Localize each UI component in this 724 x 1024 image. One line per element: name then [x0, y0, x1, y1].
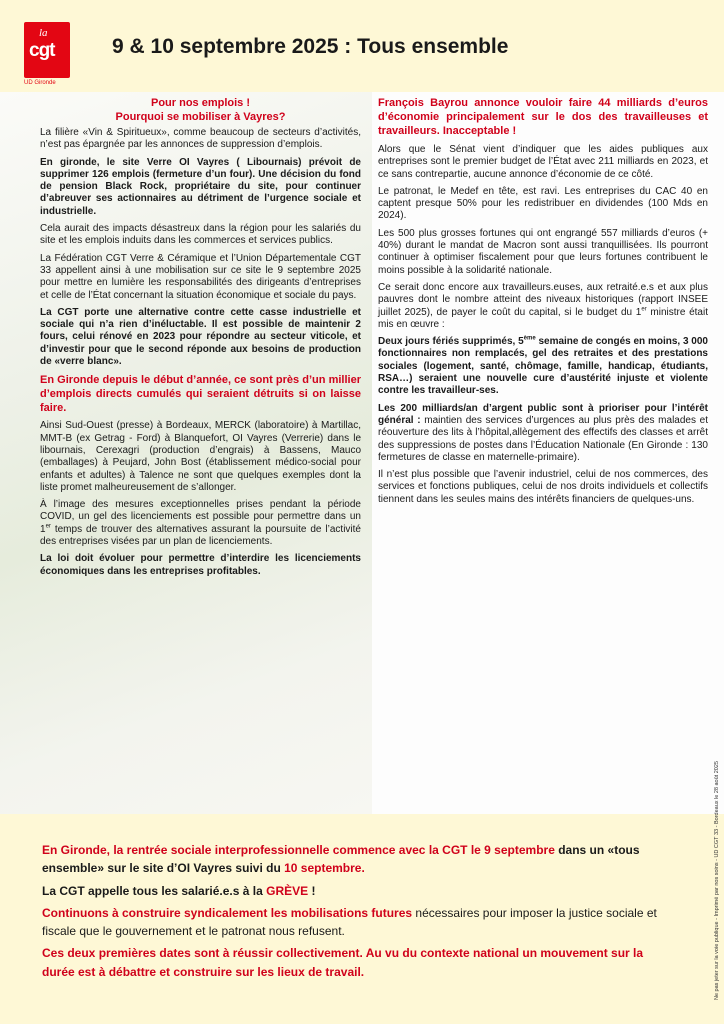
right-heading: François Bayrou annonce vouloir faire 44 milliards d’euros d’économie principalement sur le dos des travailleuses et travailleurs. Inacceptable ! [378, 97, 708, 137]
right-paragraph-5: Deux jours fériés supprimés, 5ème semaine de congés en moins, 3 000 fonctionnaires non remplacés, gel des retraites et des prestations sociales (logement, santé, chômage, famille, handicap, étudiants, RSA…) seraient une nouvelle cure d’austérité injuste et violente contre les travailleur-ses. [378, 335, 708, 397]
left-paragraph-1: La filière «Vin & Spiritueux», comme beaucoup de secteurs d’activités, n’est pas épargnée par les annonces de suppression d’emplois. [40, 127, 361, 151]
logo-cgt-text: cgt [29, 40, 55, 61]
right-column [372, 92, 724, 814]
left-paragraph-4: La Fédération CGT Verre & Céramique et l’Union Départementale CGT 33 appellent ainsi à une mobilisation sur ce site le 9 septembre 2025 pour mettre en lumière les responsabilités des dirigeants d’entreprises et celle de l’État concernant la situation économique et sociale du pays. [40, 252, 361, 301]
right-paragraph-2: Le patronat, le Medef en tête, est ravi. Les entreprises du CAC 40 en captent presque 50% pour les redistribuer en dividendes (100 Mds en 2024). [378, 185, 708, 222]
page-title: 9 & 10 septembre 2025 : Tous ensemble [112, 35, 509, 58]
left-paragraph-6: En Gironde depuis le début d’année, ce sont près d’un millier d’emplois directs cumulés qui seraient détruits si on laisse faire. [40, 374, 361, 415]
right-paragraph-7: Il n’est plus possible que l’avenir industriel, celui de nos commerces, des services et fonctions publiques, celui de nos droits individuels et collectifs tiennent dans les seules mains des intérêts financiers de quelques-uns. [378, 469, 708, 505]
logo-la-text: la [39, 27, 48, 39]
footer-line-1: En Gironde, la rentrée sociale interprofessionnelle commence avec la CGT le 9 septembre dans un «tous ensemble» sur le site d’OI Vayres suivi du 10 septembre. [42, 843, 640, 876]
left-paragraph-7: Ainsi Sud-Ouest (presse) à Bordeaux, MERCK (laboratoire) à Martillac, MMT-B (ex Getrag - Ford) à Blanquefort, OI Vayres (Verrerie) dans le libournais, Cerexagri (production d’engrais) à Bassens, Mauco (emballages) à Peujard, John Bost (établissement médico-social pour enfants et adultes) à Talence ne sont que quelques exemples dont la liste promet malheureusement de s’allonger. [40, 420, 361, 493]
logo-ud-text: UD Gironde [24, 80, 56, 86]
footer-line-2: La CGT appelle tous les salarié.e.s à la GRÈVE ! [42, 883, 316, 898]
footer-callout [0, 814, 724, 1024]
header [0, 0, 724, 92]
left-column [0, 92, 372, 814]
left-paragraph-9: La loi doit évoluer pour permettre d’interdire les licenciements économiques dans les entreprises profitables. [40, 553, 361, 577]
left-heading-1: Pour nos emplois ! [150, 97, 250, 109]
left-paragraph-5: La CGT porte une alternative contre cette casse industrielle et sociale qui n’a rien d’inéluctable. Il est possible de maintenir 2 fours, celui rénové en 2023 pour répondre au secteur viticole, et d’investir pour que le second réponde aux besoins de production de «verre blanc». [40, 306, 361, 368]
left-paragraph-2: En gironde, le site Verre OI Vayres ( Libournais) prévoit de supprimer 126 emplois (fermeture d’un four). Une décision du fond de pension Black Rock, propriétaire du site, pour continuer d’abreuver ses actionnaires au détriment de l’urgence sociale et industrielle. [40, 156, 361, 217]
footer-line-4: Ces deux premières dates sont à réussir collectivement. Au vu du contexte national un mouvement sur la durée est à débattre et construire sur les lieux de travail. [42, 946, 644, 979]
right-paragraph-4: Ce serait donc encore aux travailleurs.euses, aux retraité.e.s et aux plus pauvres dont le nombre atteint des niveaux historiques (rapport INSEE juillet 2025), de payer le coût du capital, si le budget du 1er ministre était mis en œuvre : [378, 281, 708, 330]
footer-line-3: Continuons à construire syndicalement les mobilisations futures nécessaires pour imposer la justice sociale et fiscale que le gouvernement et le patronat nous refusent. [42, 905, 657, 939]
right-paragraph-3: Les 500 plus grosses fortunes qui ont engrangé 557 milliards d’euros (+ 40%) durant le mandat de Macron sont aussi tranquillisées. Ils pourront continuer à optimiser fiscalement pour que leurs fortunes contribuent le moins possible à la solidarité nationale. [378, 227, 708, 276]
left-paragraph-8: À l’image des mesures exceptionnelles prises pendant la période COVID, un gel des licenciements est possible pour permettre dans un 1er temps de trouver des alternatives assurant la poursuite de l’activité des entreprises visées par un plan de licenciements. [40, 499, 361, 548]
left-paragraph-3: Cela aurait des impacts désastreux dans la région pour les salariés du site et les emplois induits dans les commerces et services publics. [40, 223, 361, 247]
cgt-logo [24, 22, 70, 86]
right-paragraph-1: Alors que le Sénat vient d’indiquer que les aides publiques aux entreprises sont le premier budget de l’État avec 211 milliards en 2023, et ce sans contrepartie, aucune annonce d’économie de ce côté. [378, 144, 708, 180]
right-paragraph-6: Les 200 milliards/an d’argent public sont à prioriser pour l’intérêt général : maintien des services d’urgences au plus près des malades et réouverture des lits à l’hôpital,allègement des effectifs des classes et arrêt des suppressions de postes dans l’Éducation Nationale (En Gironde : 130 fermetures de classe en maternelle-primaire). [378, 402, 708, 463]
side-note: Ne pas jeter sur la voie publique - Imprimé par nos soins - UD CGT 33 - Bordeaux le 28 août 2025 [714, 761, 720, 1000]
left-heading-2: Pourquoi se mobiliser à Vayres? [115, 111, 286, 123]
